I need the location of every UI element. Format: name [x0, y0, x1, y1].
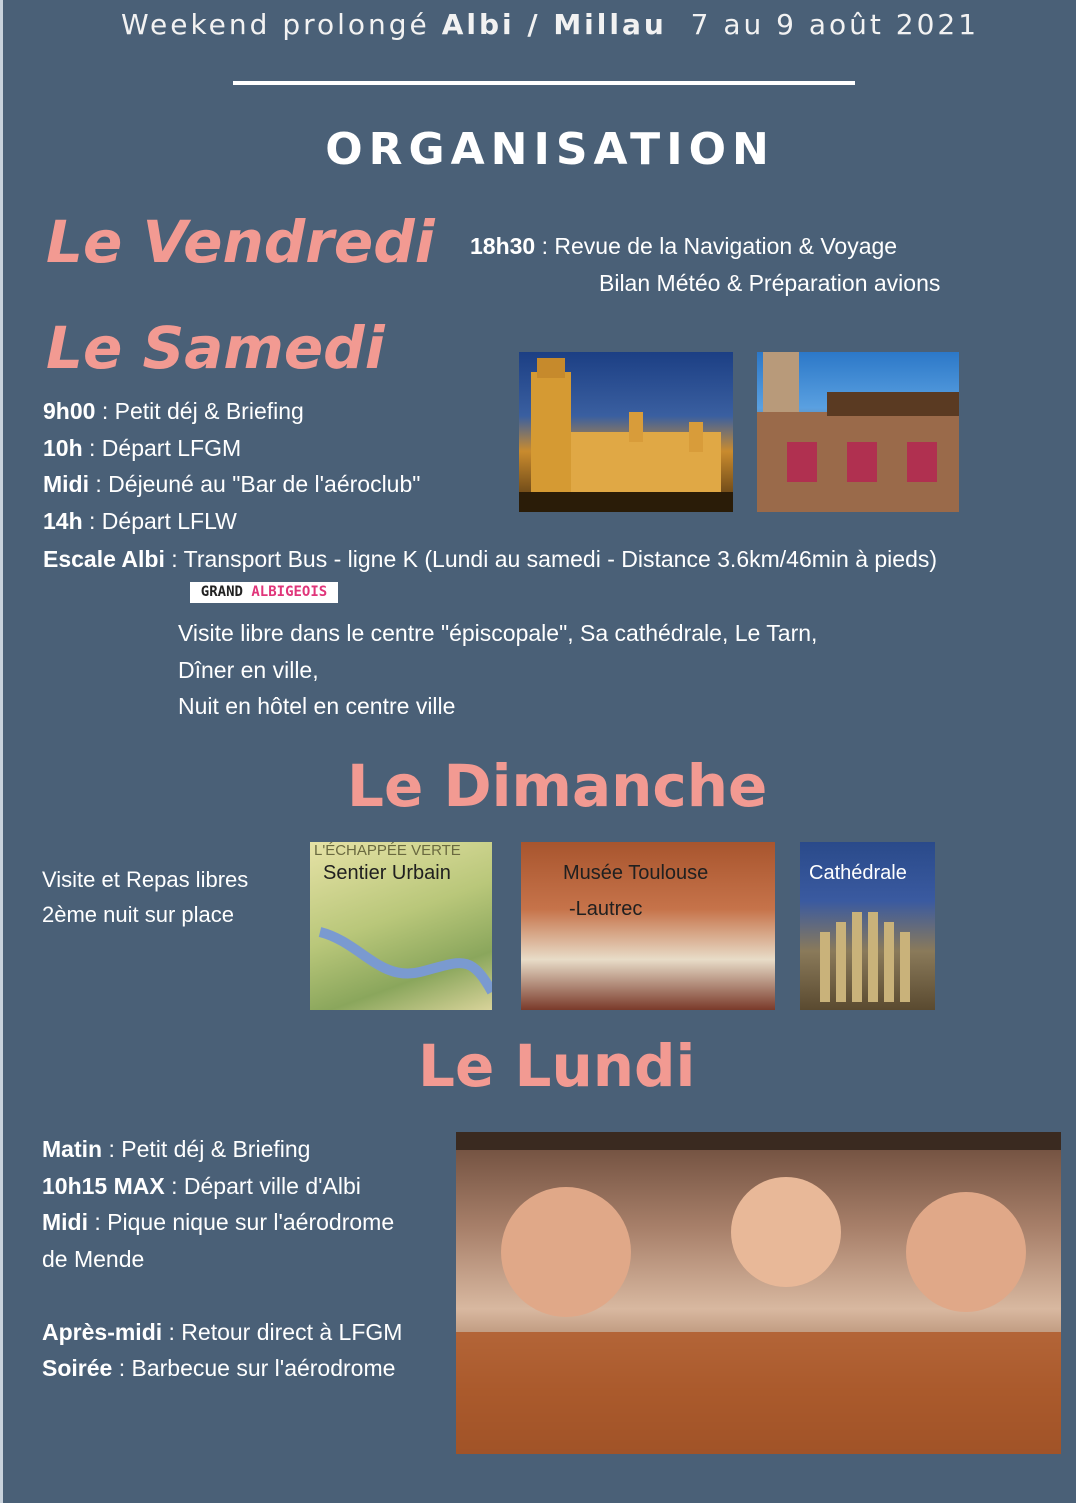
vendredi-text-1: : Revue de la Navigation & Voyage	[535, 233, 898, 259]
samedi-schedule	[43, 393, 937, 578]
dimanche-notes	[42, 862, 248, 932]
heading-vendredi: Le Vendredi	[46, 208, 435, 276]
logo-text-albigeois: ALBIGEOIS	[251, 584, 328, 600]
lundi-item-6-text: : Retour direct à LFGM	[162, 1318, 403, 1345]
samedi-visit-3: Nuit en hôtel en centre ville	[178, 693, 456, 719]
samedi-item-5-label: Escale Albi	[43, 546, 165, 572]
samedi-item-2	[43, 430, 937, 467]
lundi-item-2-label: 10h15 MAX	[42, 1172, 165, 1199]
lundi-item-7	[42, 1350, 402, 1387]
samedi-item-5-text: : Transport Bus - ligne K (Lundi au samedi - Distance 3.6km/46min à pieds)	[164, 546, 938, 572]
lundi-item-6	[42, 1314, 402, 1351]
musee-label-1: Musée Toulouse	[563, 862, 709, 884]
lundi-item-3	[42, 1204, 402, 1241]
lundi-item-2-text: : Départ ville d'Albi	[164, 1172, 361, 1199]
sentier-top-label: L'ÉCHAPPÉE VERTE	[314, 842, 461, 859]
samedi-item-3	[43, 466, 937, 503]
samedi-item-2-text: : Départ LFGM	[82, 434, 242, 461]
grand-albigeois-logo	[190, 582, 338, 603]
lundi-item-1-text: : Petit déj & Briefing	[102, 1136, 311, 1162]
samedi-item-5	[43, 541, 937, 578]
event-header	[0, 8, 1076, 41]
samedi-item-1-text: : Petit déj & Briefing	[95, 398, 304, 424]
lundi-item-6-label: Après-midi	[42, 1318, 163, 1345]
dimanche-line-1: Visite et Repas libres	[42, 867, 249, 892]
samedi-visits	[178, 615, 817, 725]
samedi-visit-2: Dîner en ville,	[178, 656, 319, 683]
vendredi-line-2: Bilan Météo & Préparation avions	[599, 270, 941, 296]
lundi-item-3-text: : Pique nique sur l'aérodrome	[88, 1209, 395, 1235]
musee-label-2: -Lautrec	[569, 898, 643, 920]
samedi-visit-1: Visite libre dans le centre "épiscopale", Sa cathédrale, Le Tarn,	[178, 620, 818, 646]
section-title: ORGANISATION	[325, 124, 775, 175]
header-dates: 7 au 9 août 2021	[690, 8, 980, 41]
vendredi-time: 18h30	[470, 233, 536, 259]
dimanche-line-2: 2ème nuit sur place	[42, 902, 234, 927]
sentier-label: Sentier Urbain	[323, 862, 451, 884]
vendredi-line-1	[470, 228, 897, 265]
header-divider	[233, 81, 855, 85]
lundi-item-7-label: Soirée	[42, 1355, 113, 1381]
lundi-item-2	[42, 1168, 402, 1205]
samedi-item-4	[43, 503, 937, 540]
cathedrale-label: Cathédrale	[809, 862, 907, 884]
lundi-item-4-text: de Mende	[42, 1245, 145, 1272]
lundi-item-3-label: Midi	[42, 1209, 88, 1235]
lundi-item-7-text: : Barbecue sur l'aérodrome	[112, 1355, 396, 1381]
lundi-item-4	[42, 1241, 402, 1278]
samedi-item-2-label: 10h	[43, 434, 83, 461]
logo-text-grand: GRAND	[200, 584, 252, 600]
river-map-icon	[310, 842, 492, 1010]
samedi-item-1	[43, 393, 937, 430]
samedi-item-3-text: : Déjeuné au "Bar de l'aéroclub"	[89, 471, 421, 497]
lundi-item-1	[42, 1131, 402, 1168]
header-place: Albi / Millau	[441, 8, 667, 41]
samedi-item-4-label: 14h	[43, 507, 83, 534]
samedi-item-3-label: Midi	[43, 471, 89, 497]
cathedrale-organ-photo	[800, 842, 935, 1010]
laughing-pilots-photo	[456, 1132, 1061, 1454]
samedi-item-1-label: 9h00	[43, 398, 96, 424]
header-prefix: Weekend prolongé	[120, 8, 442, 41]
sentier-urbain-map-photo	[310, 842, 492, 1010]
organ-pipes-icon	[800, 842, 935, 1010]
lundi-schedule	[42, 1131, 402, 1387]
cockpit-faces-icon	[456, 1132, 1061, 1454]
musee-toulouse-lautrec-photo	[521, 842, 775, 1010]
heading-dimanche: Le Dimanche	[347, 752, 768, 820]
heading-samedi: Le Samedi	[46, 314, 385, 382]
page-left-edge	[0, 0, 3, 1503]
heading-lundi: Le Lundi	[418, 1032, 696, 1100]
samedi-item-4-text: : Départ LFLW	[82, 507, 237, 534]
lundi-spacer	[42, 1277, 402, 1314]
lundi-item-1-label: Matin	[42, 1136, 103, 1162]
